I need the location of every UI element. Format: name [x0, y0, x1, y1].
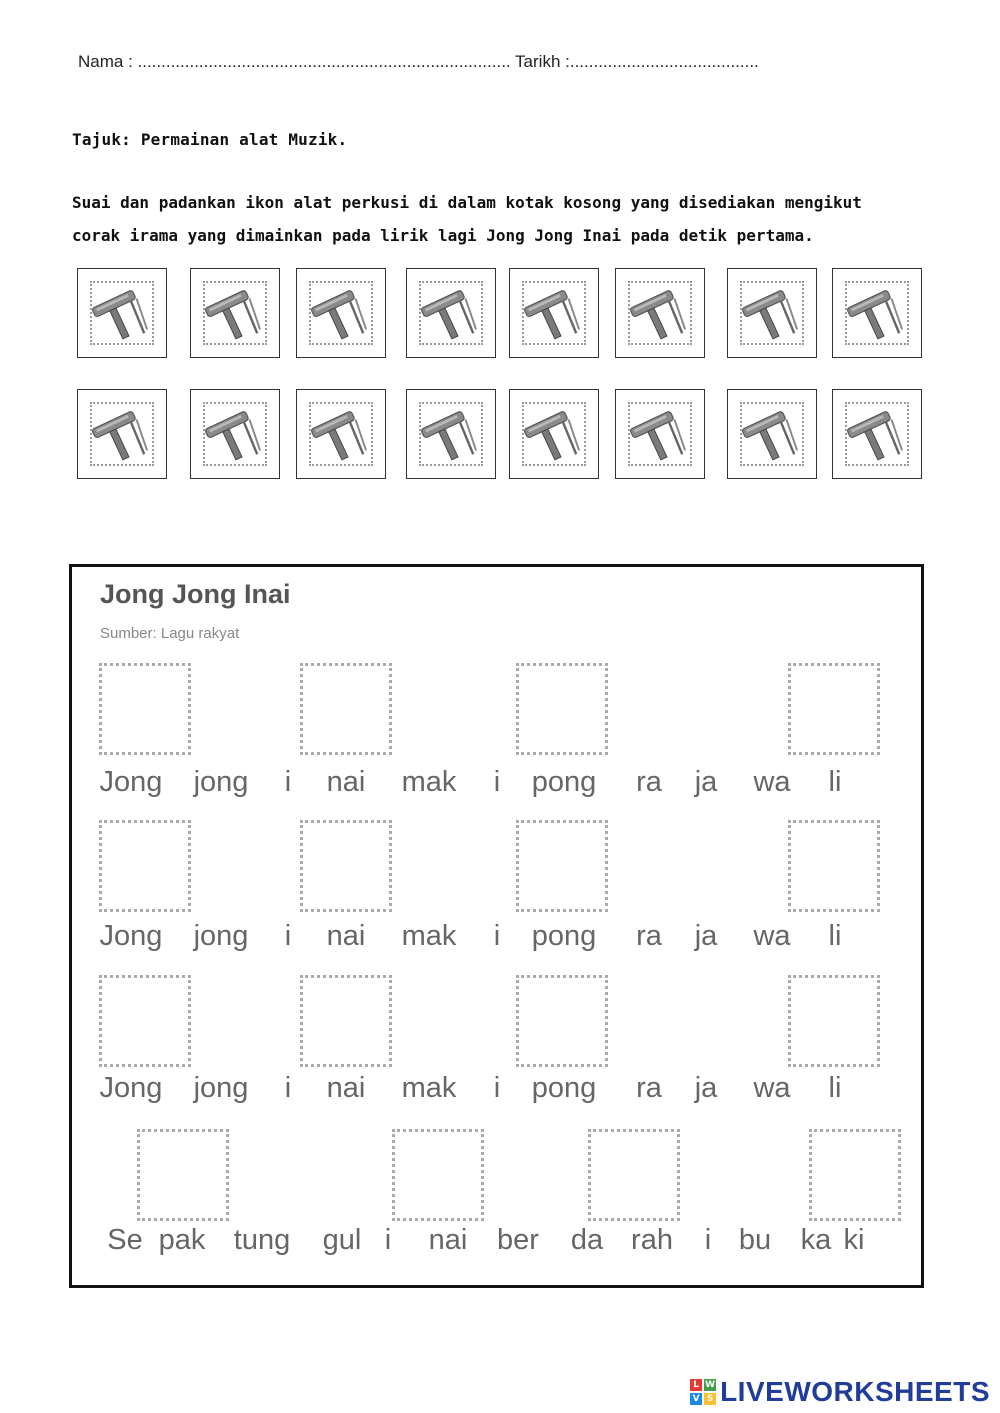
- icon-tile[interactable]: [615, 268, 705, 358]
- instruction-line: corak irama yang dimainkan pada lirik lagi Jong Jong Inai pada detik pertama.: [72, 226, 814, 245]
- drop-box[interactable]: [99, 975, 191, 1067]
- claves-sticks-icon: [847, 404, 905, 462]
- lyric-syllable: i: [493, 920, 501, 952]
- lyric-syllable: jong: [193, 766, 249, 798]
- claves-sticks-icon: [742, 404, 800, 462]
- lyric-syllable: li: [828, 1072, 842, 1104]
- song-title: Jong Jong Inai: [100, 579, 291, 609]
- lyric-syllable: gul: [322, 1224, 362, 1256]
- lyric-syllable: ra: [636, 1072, 662, 1104]
- brand-logo: [690, 1376, 990, 1408]
- drop-box[interactable]: [99, 820, 191, 912]
- lyric-syllable: mak: [401, 766, 457, 798]
- claves-sticks-icon: [421, 404, 479, 462]
- lyric-syllable: nai: [428, 1224, 468, 1256]
- lyric-syllable: Jong: [99, 1072, 163, 1104]
- lyric-syllable: ja: [694, 920, 718, 952]
- lyric-syllable: Jong: [99, 920, 163, 952]
- lyric-syllable: rah: [631, 1224, 673, 1256]
- icon-tile[interactable]: [509, 389, 599, 479]
- drop-box[interactable]: [588, 1129, 680, 1221]
- drop-box[interactable]: [516, 663, 608, 755]
- brand-mark-icon: [690, 1379, 716, 1405]
- lyric-syllable: mak: [401, 920, 457, 952]
- icon-tile[interactable]: [615, 389, 705, 479]
- claves-sticks-icon: [311, 404, 369, 462]
- brand-name: LIVEWORKSHEETS: [720, 1376, 990, 1407]
- brand-mark-tile: S: [704, 1393, 716, 1405]
- claves-sticks-icon: [205, 404, 263, 462]
- lyric-syllable: wa: [753, 766, 791, 798]
- lyric-syllable: Jong: [99, 766, 163, 798]
- icon-tile[interactable]: [190, 389, 280, 479]
- lyric-syllable: ja: [694, 766, 718, 798]
- brand-mark-tile: V: [690, 1393, 702, 1405]
- lyric-syllable: ja: [694, 1072, 718, 1104]
- drop-box[interactable]: [809, 1129, 901, 1221]
- lyric-syllable: ber: [497, 1224, 539, 1256]
- lyric-syllable: li: [828, 920, 842, 952]
- lyric-syllable: mak: [401, 1072, 457, 1104]
- drop-box[interactable]: [788, 820, 880, 912]
- drop-box[interactable]: [516, 975, 608, 1067]
- lyric-syllable: pak: [158, 1224, 206, 1256]
- lyric-syllable: pong: [531, 766, 597, 798]
- lyric-syllable: pong: [531, 1072, 597, 1104]
- lyric-syllable: da: [570, 1224, 604, 1256]
- lyric-syllable: wa: [753, 920, 791, 952]
- brand-mark-tile: W: [705, 1380, 716, 1390]
- drop-box[interactable]: [99, 663, 191, 755]
- claves-sticks-icon: [847, 283, 905, 341]
- claves-sticks-icon: [630, 283, 688, 341]
- song-source: Sumber: Lagu rakyat: [100, 625, 240, 642]
- icon-tile[interactable]: [832, 268, 922, 358]
- instruction-line: Suai dan padankan ikon alat perkusi di dalam kotak kosong yang disediakan mengikut: [72, 193, 862, 212]
- drop-box[interactable]: [516, 820, 608, 912]
- lyric-syllable: i: [284, 1072, 292, 1104]
- lyric-syllable: nai: [326, 766, 366, 798]
- claves-sticks-icon: [205, 283, 263, 341]
- icon-tile[interactable]: [406, 268, 496, 358]
- lyric-syllable: nai: [326, 1072, 366, 1104]
- lyric-syllable: ka: [800, 1224, 832, 1256]
- lyric-syllable: ki: [843, 1224, 865, 1256]
- icon-tile[interactable]: [77, 268, 167, 358]
- lyric-syllable: li: [828, 766, 842, 798]
- lyric-syllable: jong: [193, 1072, 249, 1104]
- lyric-syllable: pong: [531, 920, 597, 952]
- lyric-syllable: wa: [753, 1072, 791, 1104]
- claves-sticks-icon: [421, 283, 479, 341]
- drop-box[interactable]: [392, 1129, 484, 1221]
- brand-mark-tile: L: [690, 1379, 702, 1391]
- lyric-syllable: i: [493, 1072, 501, 1104]
- claves-sticks-icon: [524, 404, 582, 462]
- lyric-syllable: jong: [193, 920, 249, 952]
- lyric-syllable: ra: [636, 766, 662, 798]
- lyric-syllable: Se: [107, 1224, 143, 1256]
- claves-sticks-icon: [311, 283, 369, 341]
- drop-box[interactable]: [788, 975, 880, 1067]
- name-date-line: Nama : ............................................................................... Tarikh :........................................: [78, 52, 759, 71]
- lyric-syllable: bu: [738, 1224, 772, 1256]
- icon-tile[interactable]: [727, 389, 817, 479]
- lyric-syllable: i: [493, 766, 501, 798]
- drop-box[interactable]: [300, 663, 392, 755]
- icon-tile[interactable]: [832, 389, 922, 479]
- lyric-syllable: i: [284, 920, 292, 952]
- lyric-syllable: i: [384, 1224, 392, 1256]
- lyric-syllable: tung: [233, 1224, 291, 1256]
- claves-sticks-icon: [92, 404, 150, 462]
- song-panel: [69, 564, 924, 1288]
- instructions: [72, 186, 932, 252]
- claves-sticks-icon: [742, 283, 800, 341]
- icon-tile[interactable]: [296, 389, 386, 479]
- icon-tile[interactable]: [190, 268, 280, 358]
- icon-tile[interactable]: [77, 389, 167, 479]
- drop-box[interactable]: [300, 820, 392, 912]
- lyric-syllable: ra: [636, 920, 662, 952]
- drop-box[interactable]: [788, 663, 880, 755]
- lyric-syllable: i: [284, 766, 292, 798]
- icon-tile[interactable]: [406, 389, 496, 479]
- lyric-syllable: i: [704, 1224, 712, 1256]
- page-title: Tajuk: Permainan alat Muzik.: [72, 130, 348, 149]
- icon-tile[interactable]: [509, 268, 599, 358]
- drop-box[interactable]: [300, 975, 392, 1067]
- claves-sticks-icon: [524, 283, 582, 341]
- claves-sticks-icon: [630, 404, 688, 462]
- claves-sticks-icon: [92, 283, 150, 341]
- drop-box[interactable]: [137, 1129, 229, 1221]
- lyric-syllable: nai: [326, 920, 366, 952]
- icon-tile[interactable]: [296, 268, 386, 358]
- icon-tile[interactable]: [727, 268, 817, 358]
